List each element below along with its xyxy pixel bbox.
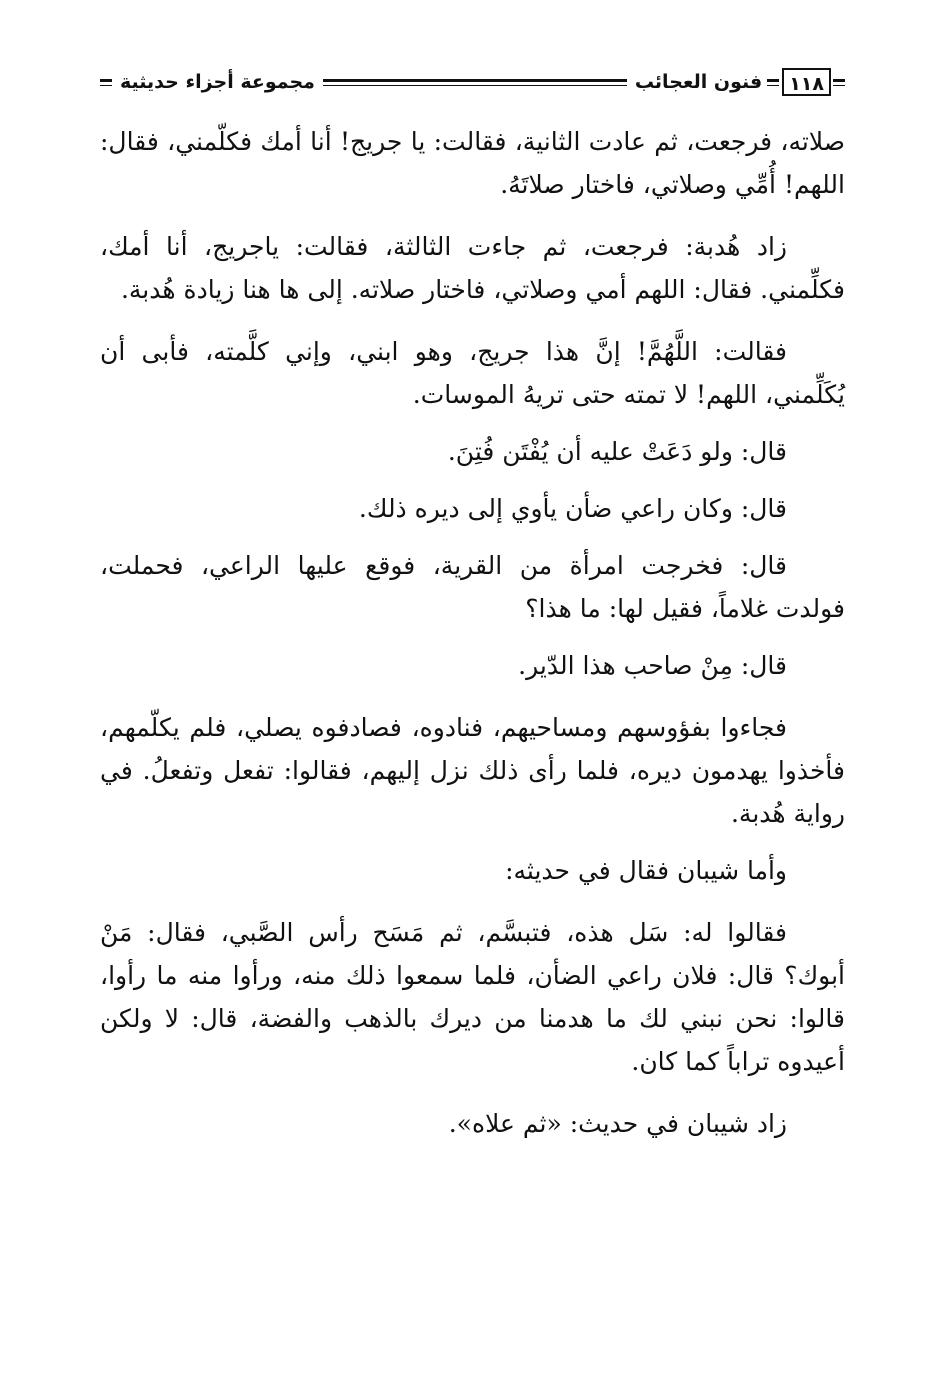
page-body xyxy=(100,120,845,1145)
paragraph: زاد شيبان في حديث: «ثم علاه». xyxy=(448,1109,787,1138)
paragraph: قال: فخرجت امرأة من القرية، فوقع عليها الراعي، فحملت، فولدت غلاماً، فقيل لها: ما هذا؟ xyxy=(100,551,845,623)
header-rule xyxy=(100,79,112,86)
paragraph: قال: مِنْ صاحب هذا الدّير. xyxy=(518,651,787,680)
header-rule xyxy=(833,79,845,86)
paragraph: قال: ولو دَعَتْ عليه أن يُفْتَن فُتِنَ. xyxy=(447,437,787,466)
page-number: ١١٨ xyxy=(782,68,831,96)
paragraph: صلاته، فرجعت، ثم عادت الثانية، فقالت: يا جريج! أنا أمك فكلّمني، فقال: اللهم! أُمِّي وصلاتي، فاختار صلاتَهُ. xyxy=(100,127,845,199)
header-rule xyxy=(323,79,627,86)
series-title: مجموعة أجزاء حديثية xyxy=(120,71,315,93)
paragraph: فقالت: اللَّهُمَّ! إنَّ هذا جريج، وهو ابني، وإني كلَّمته، فأبى أن يُكَلِّمني، اللهم! لا تمته حتى تريهُ الموسات. xyxy=(100,337,845,409)
paragraph: فجاءوا بفؤوسهم ومساحيهم، فنادوه، فصادفوه يصلي، فلم يكلّمهم، فأخذوا يهدمون ديره، فلما رأى ذلك نزل إليهم، فقالوا: تفعل وتفعلُ. في رواية هُدبة. xyxy=(100,713,845,828)
paragraph: وأما شيبان فقال في حديثه: xyxy=(505,856,787,885)
running-header xyxy=(100,62,845,102)
header-rule xyxy=(767,79,779,86)
book-title: فنون العجائب xyxy=(634,71,763,93)
paragraph: فقالوا له: سَل هذه، فتبسَّم، ثم مَسَح رأس الصَّبي، فقال: مَنْ أبوك؟ قال: فلان راعي الضأن، فلما سمعوا ذلك منه، ورأوا منه ما رأوا، قالوا: نحن نبني لك ما هدمنا من ديرك بالذهب والفضة، قال: لا ولكن أعيدوه تراباً كما كان. xyxy=(100,918,845,1076)
paragraph: قال: وكان راعي ضأن يأوي إلى ديره ذلك. xyxy=(358,494,787,523)
paragraph: زاد هُدبة: فرجعت، ثم جاءت الثالثة، فقالت: ياجريج، أنا أمك، فكلِّمني. فقال: اللهم أمي وصلاتي، فاختار صلاته. إلى ها هنا زيادة هُدبة. xyxy=(100,232,845,304)
